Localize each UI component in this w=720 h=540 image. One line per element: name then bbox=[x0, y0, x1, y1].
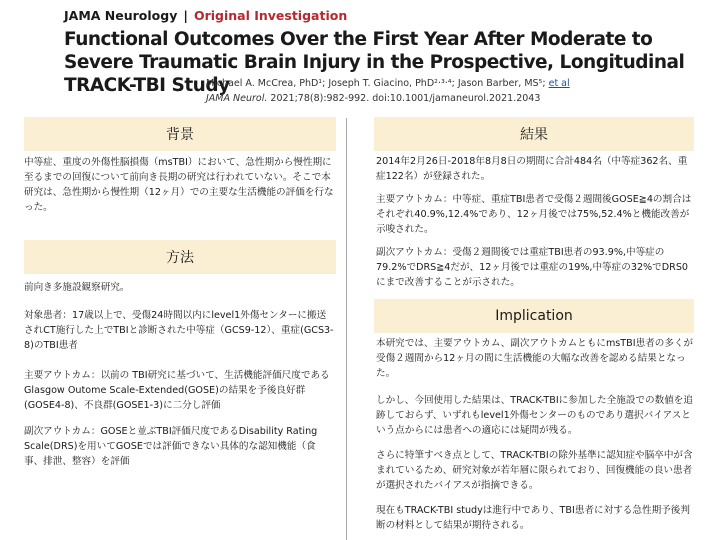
author-line bbox=[206, 78, 570, 89]
results-primary: 主要アウトカム：中等症、重症TBI患者で受傷２週間後GOSE≧4の割合はそれぞれ40.9%,12.4%であり、12ヶ月後では75%,52.4%と機能改善が示唆された。 bbox=[376, 194, 692, 235]
methods-secondary-outcome: 副次アウトカム：GOSEと並ぶTBI評価尺度であるDisability Rating Scale(DRS)を用いてGOSEでは評価できない具体的な認知機能（食事、排泄、整容）を評価 bbox=[24, 426, 318, 467]
background-heading: 背景 bbox=[24, 117, 336, 151]
results-enrollment: 2014年2月26日-2018年8月8日の期間に合計484名（中等症362名、重症122名）が登録された。 bbox=[376, 156, 688, 182]
article-title: Functional Outcomes Over the First Year After Moderate to Severe Traumatic Brain Injury in the Prospective, Longitudinal TRACK-TBI Study bbox=[64, 29, 685, 96]
citation-journal: JAMA Neurol. bbox=[206, 93, 268, 104]
citation-line bbox=[206, 93, 540, 104]
results-heading: 結果 bbox=[374, 117, 694, 151]
journal-name: JAMA Neurology bbox=[64, 8, 178, 23]
implication-p3: さらに特筆すべき点として、TRACK-TBIの除外基準に認知症や脳卒中が含まれているため、研究対象が若年層に限られており、回復機能の良い患者が選択されたバイアスが指摘できる。 bbox=[376, 450, 693, 491]
header-separator: | bbox=[183, 8, 188, 23]
implication-p2: しかし、今回使用した結果は、TRACK-TBIに参加した全施設での数値を追跡しておらず、いずれもlevel1外傷センターのものであり選択バイアスという点からには患者への適応には疑問が残る。 bbox=[376, 395, 693, 436]
results-secondary: 副次アウトカム：受傷２週間後では重症TBI患者の93.9%,中等症の79.2%でDRS≧4だが、12ヶ月後では重症の19%,中等症の32%でDRS0にまで改善することが示された。 bbox=[376, 247, 689, 288]
implication-p1: 本研究では、主要アウトカム、副次アウトカムともにmsTBI患者の多くが受傷２週間から12ヶ月の間に生活機能の大幅な改善を認める結果となった。 bbox=[376, 338, 694, 379]
methods-primary-outcome: 主要アウトカム：以前の TBI研究に基づいて、生活機能評価尺度であるGlasgow Outome Scale-Extended(GOSE)の結果を予後良好群(GOSE4-8)、不良群(GOSE1-3)に二分し評価 bbox=[24, 370, 330, 411]
article-type: Original Investigation bbox=[193, 8, 348, 23]
implication-p4: 現在もTRACK-TBI studyは進行中であり、TBI患者に対する急性期予後判断の材料として結果が期待される。 bbox=[376, 505, 690, 531]
column-divider bbox=[346, 118, 347, 540]
author-list: Michael A. McCrea, PhD¹; Joseph T. Giacino, PhD²·³·⁴; Jason Barber, MS⁵; bbox=[206, 78, 546, 89]
methods-subjects: 対象患者：17歳以上で、受傷24時間以内にlevel1外傷センターに搬送されCT施行した上でTBIと診断された中等症（GCS9-12）、重症(GCS3-8)のTBI患者 bbox=[24, 310, 334, 351]
implication-heading: Implication bbox=[374, 299, 694, 333]
citation-details: 2021;78(8):982-992. doi:10.1001/jamaneurol.2021.2043 bbox=[267, 93, 541, 104]
methods-heading: 方法 bbox=[24, 240, 336, 274]
methods-design: 前向き多施設観察研究。 bbox=[24, 282, 130, 293]
journal-header bbox=[64, 8, 347, 23]
background-text: 中等症、重度の外傷性脳損傷（msTBI）において、急性期から慢性期に至るまでの回復について前向き長期の研究は行われていない。そこで本研究は、急性期から慢性期（12ヶ月）での主要な生活機能の評価を行なった。 bbox=[24, 157, 334, 213]
et-al-link[interactable]: et al bbox=[548, 78, 570, 89]
